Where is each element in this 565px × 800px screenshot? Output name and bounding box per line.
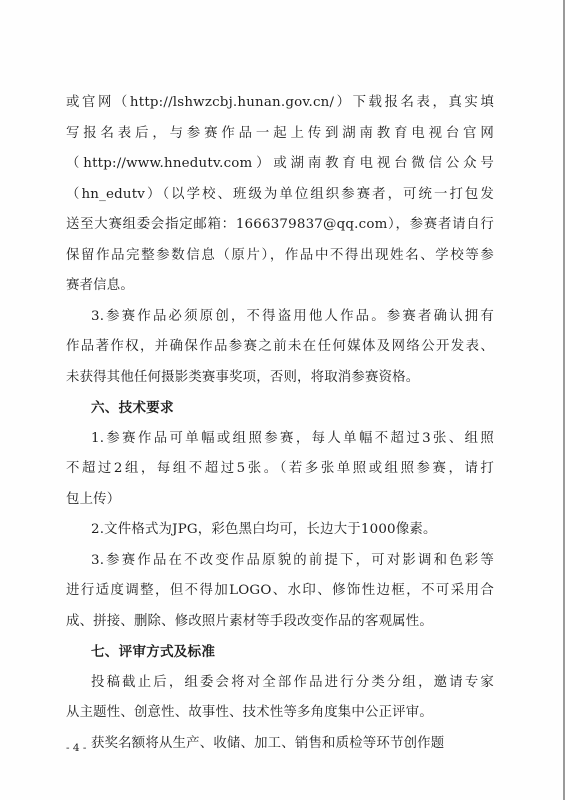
text-line: 投稿截止后，组委会将对全部作品进行分类分组，邀请专家 — [91, 674, 494, 690]
text-line: 进行适度调整，但不得加LOGO、水印、修饰性边框，不可采用合 — [66, 583, 494, 598]
text-line: 包上传） — [66, 491, 121, 507]
text-line: 写报名表后，与参赛作品一起上传到湖南教育电视台官网 — [66, 125, 494, 141]
section-heading-technical-requirements: 六、技术要求 — [91, 400, 174, 416]
text-line: 1.参赛作品可单幅或组照参赛，每人单幅不超过3张、组照 — [91, 430, 494, 446]
text-line: 赛者信息。 — [66, 278, 134, 293]
page-number: - 4 - — [66, 742, 87, 754]
text-line: 从主题性、创意性、故事性、技术性等多角度集中公正评审。 — [66, 705, 433, 720]
text-line: 成、拼接、删除、修改照片素材等手段改变作品的客观属性。 — [66, 613, 433, 629]
text-line: 保留作品完整参数信息（原片），作品中不得出现姓名、学校等参 — [66, 247, 494, 263]
text-line: 或官网（http://lshwzcbj.hunan.gov.cn/）下载报名表，真实填 — [66, 95, 494, 110]
text-line: 送至大赛组委会指定邮箱：1666379837@qq.com），参赛者请自行 — [66, 217, 494, 232]
text-line: （hn_edutv）（以学校、班级为单位组织参赛者，可统一打包发 — [66, 186, 494, 202]
text-line: （http://www.hnedutv.com）或湖南教育电视台微信公众号 — [66, 156, 494, 171]
text-line: 2.文件格式为JPG，彩色黑白均可，长边大于1000像素。 — [91, 522, 437, 537]
text-line: 3.参赛作品在不改变作品原貌的前提下，可对影调和色彩等 — [91, 552, 494, 568]
text-line: 未获得其他任何摄影类赛事奖项，否则，将取消参赛资格。 — [66, 369, 420, 385]
text-line: 不超过2组，每组不超过5张。（若多张单照或组照参赛，请打 — [66, 461, 494, 476]
section-heading-review-criteria: 七、评审方式及标准 — [91, 644, 216, 660]
text-line: 3.参赛作品必须原创，不得盗用他人作品。参赛者确认拥有 — [91, 308, 494, 324]
text-line: 作品著作权，并确保作品参赛之前未在任何媒体及网络公开发表、 — [66, 339, 494, 354]
document-body — [66, 88, 494, 759]
text-line: 获奖名额将从生产、收储、加工、销售和质检等环节创作题 — [91, 735, 445, 751]
